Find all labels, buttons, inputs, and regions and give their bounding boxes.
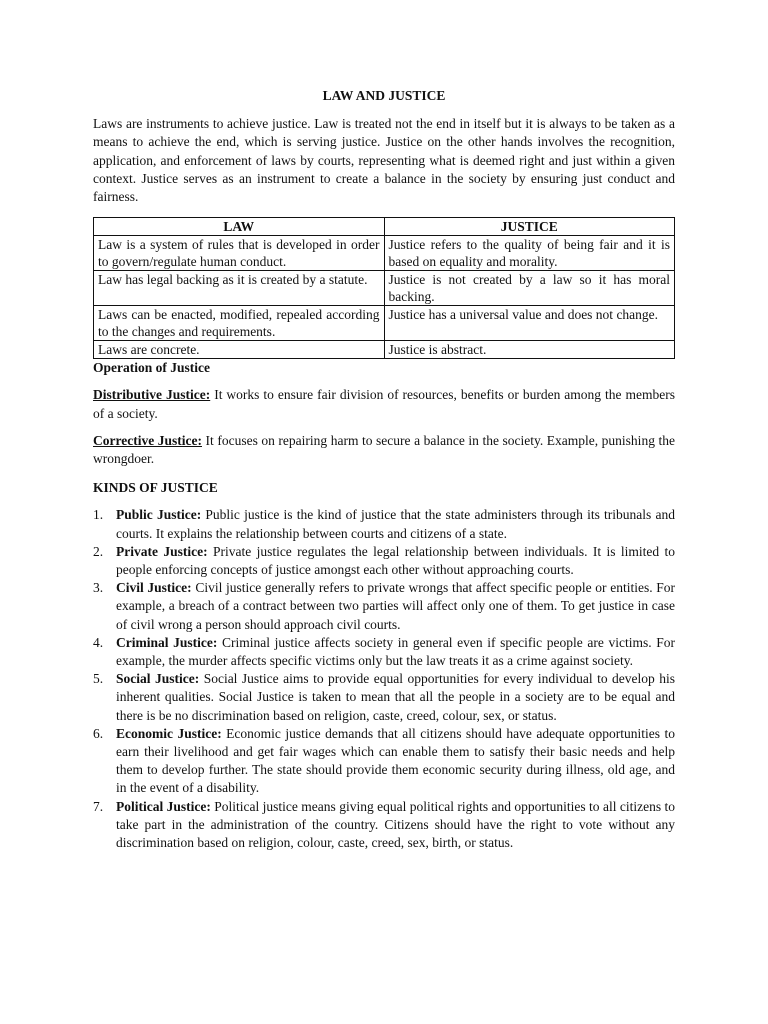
kinds-heading: KINDS OF JUSTICE bbox=[93, 480, 218, 496]
page-title: LAW AND JUSTICE bbox=[322, 88, 446, 103]
list-item bbox=[93, 543, 675, 579]
list-number: 2. bbox=[93, 543, 104, 559]
kind-name: Public Justice: bbox=[116, 507, 202, 523]
table-row bbox=[94, 236, 675, 271]
document-content bbox=[93, 87, 675, 852]
kind-name: Economic Justice: bbox=[116, 725, 222, 741]
kind-name: Political Justice: bbox=[116, 798, 211, 814]
table-header-justice: JUSTICE bbox=[384, 218, 675, 236]
table-cell-justice: Justice has a universal value and does not change. bbox=[384, 306, 675, 341]
list-number: 1. bbox=[93, 507, 104, 523]
kind-text: Social Justice aims to provide equal opportunities for every individual to develop his inherent qualities. Social Justice is taken to mean that all the people in a society are to be equal and there is be no discrimination based on religion, caste, creed, colour, sex, or status. bbox=[116, 671, 675, 723]
list-number: 6. bbox=[93, 725, 104, 741]
table-row bbox=[94, 271, 675, 306]
law-justice-table bbox=[93, 217, 675, 359]
kind-text: Economic justice demands that all citizens should have adequate opportunities to earn their livelihood and get fair wages which can enable them to satisfy their basic needs and help them to develop further. The state should provide them economic security during illness, old age, and in the event of a disability. bbox=[116, 725, 675, 796]
distributive-justice-text: It works to ensure fair division of resources, benefits or burden among the members of a society. bbox=[93, 387, 675, 421]
list-number: 3. bbox=[93, 580, 104, 596]
table-cell-law: Laws are concrete. bbox=[94, 341, 385, 359]
table-row bbox=[94, 341, 675, 359]
distributive-justice-term: Distributive Justice: bbox=[93, 387, 211, 403]
list-item bbox=[93, 634, 675, 670]
corrective-justice-text: It focuses on repairing harm to secure a balance in the society. Example, punishing the wrongdoer. bbox=[93, 432, 675, 467]
list-item bbox=[93, 579, 675, 634]
kind-name: Private Justice: bbox=[116, 543, 208, 559]
list-number: 4. bbox=[93, 634, 104, 650]
table-cell-justice: Justice is not created by a law so it has moral backing. bbox=[384, 271, 675, 306]
table-cell-law: Laws can be enacted, modified, repealed according to the changes and requirements. bbox=[94, 306, 385, 341]
table-cell-law: Law has legal backing as it is created by a statute. bbox=[94, 271, 385, 306]
kind-text: Criminal justice affects society in general even if specific people are victims. For example, the murder affects specific victims only but the law treats it as a crime against society. bbox=[116, 634, 675, 669]
list-item bbox=[93, 670, 675, 725]
table-cell-justice: Justice refers to the quality of being fair and it is based on equality and morality. bbox=[384, 236, 675, 271]
table-cell-law: Law is a system of rules that is developed in order to govern/regulate human conduct. bbox=[94, 236, 385, 271]
table-cell-justice: Justice is abstract. bbox=[384, 341, 675, 359]
kind-name: Social Justice: bbox=[116, 671, 200, 687]
kinds-list bbox=[93, 506, 675, 852]
kind-text: Public justice is the kind of justice that the state administers through its tribunals and courts. It explains the relationship between courts and citizens of a state. bbox=[116, 507, 675, 541]
list-item bbox=[93, 798, 675, 853]
kind-name: Civil Justice: bbox=[116, 580, 192, 596]
corrective-justice-term: Corrective Justice: bbox=[93, 432, 202, 448]
table-row bbox=[94, 306, 675, 341]
corrective-justice-paragraph bbox=[93, 432, 675, 468]
kind-text: Political justice means giving equal political rights and opportunities to all citizens to take part in the administration of the country. Citizens should have the right to vote without any discrimination based on religion, colour, caste, creed, sex, birth, or status. bbox=[116, 798, 675, 851]
table-header-row bbox=[94, 218, 675, 236]
intro-paragraph: Laws are instruments to achieve justice. Law is treated not the end in itself but it is always to be taken as a means to achieve the end, which is serving justice. Justice on the other hands involves the recognition, application, and enforcement of laws by courts, representing what is deemed right and just within a given context. Justice serves as an instrument to create a balance in the society by ensuring just conduct and fairness. bbox=[93, 116, 675, 205]
distributive-justice-paragraph bbox=[93, 386, 675, 422]
operation-heading: Operation of Justice bbox=[93, 360, 210, 376]
kind-text: Private justice regulates the legal relationship between individuals. It is limited to people enforcing concepts of justice amongst each other without approaching courts. bbox=[116, 543, 675, 578]
list-item bbox=[93, 506, 675, 542]
kind-name: Criminal Justice: bbox=[116, 634, 218, 650]
list-number: 7. bbox=[93, 798, 104, 814]
list-number: 5. bbox=[93, 671, 104, 687]
kind-text: Civil justice generally refers to private wrongs that affect specific people or entities. For example, a breach of a contract between two parties will affect only one of them. To get justice in case of civil wrong a person should approach civil courts. bbox=[116, 580, 676, 632]
table-header-law: LAW bbox=[94, 218, 385, 236]
list-item bbox=[93, 725, 675, 798]
